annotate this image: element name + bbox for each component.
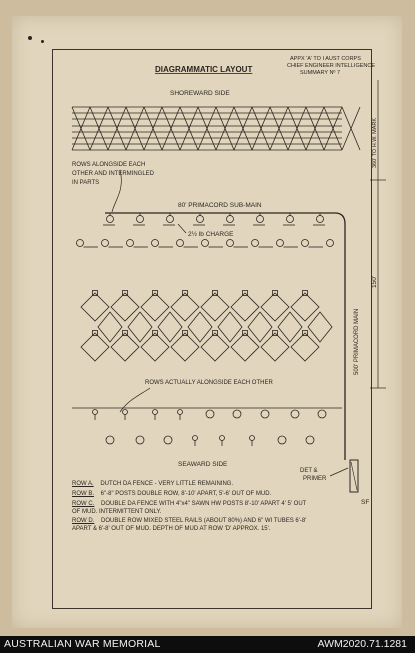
rows-b-c — [77, 213, 334, 247]
archive-footer — [0, 636, 415, 653]
lattice-diamond — [141, 293, 169, 321]
legend-row-d-text: DOUBLE ROW MIXED STEEL RAILS (ABOUT 80%) AND 6" WI TUBES 6'-8' APART & 6'-8' OUT OF MUD. DEPTH OF MUD AT ROW 'D' APPROX. 15'. — [72, 518, 307, 532]
lattice-diamond — [261, 293, 289, 321]
primacord-main-label: 500' PRIMACORD MAIN — [354, 308, 360, 375]
row-c-post — [252, 240, 259, 247]
footer-accession-number: AWM2020.71.1281 — [317, 638, 407, 650]
rail-post — [193, 436, 198, 441]
row-c-post — [327, 240, 334, 247]
sf-label: SF — [361, 499, 370, 506]
tube-post — [306, 436, 314, 444]
row-c-post — [127, 240, 134, 247]
det-primer-arrow — [330, 468, 348, 476]
tube-post — [164, 436, 172, 444]
seaward-label: SEAWARD SIDE — [178, 461, 228, 468]
lattice-diamond — [248, 312, 272, 342]
legend-row-a-text: DUTCH DA FENCE - VERY LITTLE REMAINING. — [100, 481, 234, 487]
ref-line-2: CHIEF ENGINEER INTELLIGENCE — [287, 63, 376, 69]
lattice-diamond — [111, 333, 139, 361]
lattice-diamond — [308, 312, 332, 342]
ref-line-1: APPX 'A' TO I AUST CORPS — [290, 56, 361, 62]
row-d-posts — [72, 408, 342, 446]
lattice-diamond — [218, 312, 242, 342]
det-primer-line-2: PRIMER — [303, 476, 327, 482]
lattice-diamond — [158, 312, 182, 342]
lattice-diamond — [171, 293, 199, 321]
lattice-diamond — [291, 333, 319, 361]
legend-row-d-key: ROW D. — [72, 518, 95, 524]
row-b-post — [287, 216, 294, 223]
row-c-post — [102, 240, 109, 247]
charge-arrow — [178, 224, 186, 233]
rows-actually-label: ROWS ACTUALLY ALONGSIDE EACH OTHER — [145, 380, 273, 386]
rail-post — [178, 410, 183, 415]
lattice-diamond — [188, 312, 212, 342]
legend-row-b — [72, 491, 352, 499]
lattice-diamond — [261, 333, 289, 361]
rows-alongside-line-1: ROWS ALONGSIDE EACH — [72, 162, 146, 168]
ref-line-3: SUMMARY Nº 7 — [300, 70, 341, 76]
legend-row-b-text: 6"-8" POSTS DOUBLE ROW, 8'-10' APART, 5'-6' OUT OF MUD. — [100, 491, 272, 497]
lattice-diamond — [98, 312, 122, 342]
rows-alongside-line-2: OTHER AND INTERMINGLED — [72, 171, 155, 177]
legend-row-b-key: ROW B. — [72, 491, 94, 497]
legend-row-a-key: ROW A. — [72, 481, 94, 487]
row-c-post — [77, 240, 84, 247]
legend-row-c — [72, 501, 307, 516]
footer-institution: AUSTRALIAN WAR MEMORIAL — [4, 638, 161, 650]
lattice-diamond — [278, 312, 302, 342]
rows-alongside-line-3: IN PARTS — [72, 180, 100, 186]
lattice-diamond — [201, 293, 229, 321]
tube-post — [206, 410, 214, 418]
legend-row-a — [72, 481, 352, 489]
row-b-post — [257, 216, 264, 223]
row-c-post — [302, 240, 309, 247]
row-b-post — [227, 216, 234, 223]
row-b-post — [317, 216, 324, 223]
tube-post — [233, 410, 241, 418]
row-b-post — [137, 216, 144, 223]
lattice-diamond — [141, 333, 169, 361]
rail-post — [250, 436, 255, 441]
tube-post — [278, 436, 286, 444]
det-primer-line-1: DET & — [300, 468, 318, 474]
lattice-diamond — [81, 293, 109, 321]
row-b-post — [197, 216, 204, 223]
lattice-diamond — [171, 333, 199, 361]
lattice-diamond — [128, 312, 152, 342]
rail-post — [153, 410, 158, 415]
legend-row-c-text: DOUBLE DA FENCE WITH 4"x4" SAWN HW POSTS 8'-10' APART 4' 5' OUT OF MUD. INTERMITTENT ONLY. — [72, 501, 307, 515]
row-b-post — [107, 216, 114, 223]
lattice-diamond — [201, 333, 229, 361]
dimension-150-label: 150' — [371, 275, 378, 288]
dimension-360-label: 360' TO H.W. MARK — [372, 117, 378, 168]
row-c-post — [277, 240, 284, 247]
diagram-title: DIAGRAMMATIC LAYOUT — [155, 65, 253, 74]
legend-row-d — [72, 518, 317, 533]
tube-post — [106, 436, 114, 444]
tube-post — [261, 410, 269, 418]
tube-post — [318, 410, 326, 418]
row-c-post — [152, 240, 159, 247]
rail-post — [93, 410, 98, 415]
row-c-post — [227, 240, 234, 247]
shoreward-label: SHOREWARD SIDE — [170, 90, 230, 97]
lattice-diamond — [231, 293, 259, 321]
row-c-post — [177, 240, 184, 247]
row-a-diamond-fence — [72, 107, 360, 150]
lattice-diamond — [81, 333, 109, 361]
row-b-post — [167, 216, 174, 223]
row-c-post — [202, 240, 209, 247]
row-c-double-fence — [81, 291, 332, 362]
primacord-submain-label: 80' PRIMACORD SUB-MAIN — [178, 202, 262, 209]
rail-post — [220, 436, 225, 441]
lattice-diamond — [231, 333, 259, 361]
lattice-diamond — [291, 293, 319, 321]
tube-post — [291, 410, 299, 418]
rail-post — [123, 410, 128, 415]
lattice-diamond — [111, 293, 139, 321]
tube-post — [136, 436, 144, 444]
legend-row-c-key: ROW C. — [72, 501, 95, 507]
charge-label: 2½ lb CHARGE — [188, 231, 234, 238]
